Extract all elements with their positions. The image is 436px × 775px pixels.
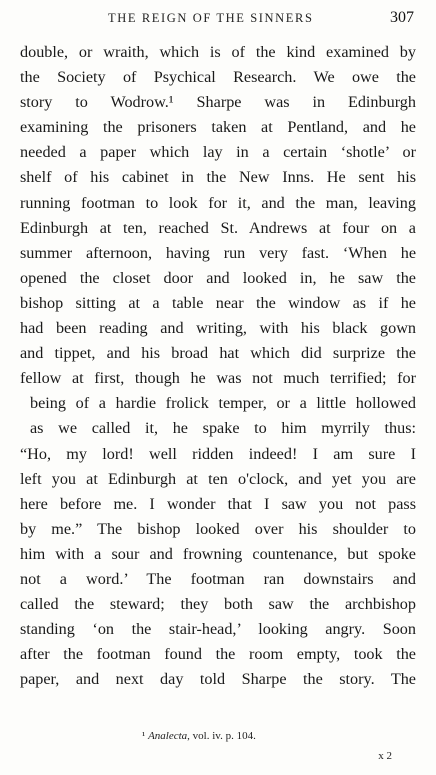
text-line: bishop sitting at a table near the window as if he [20, 293, 416, 312]
text-line: had been reading and writing, with his black gown [20, 319, 416, 338]
text-line: paper, and next day told Sharpe the story. The [20, 670, 416, 689]
text-line: not a word.’ The footman ran downstairs and [20, 569, 416, 588]
text-line: summer afternoon, having run very fast. ‘When he [20, 243, 416, 262]
text-line: by me.” The bishop looked over his shoulder to [20, 519, 416, 538]
footnote-marker: ¹ [142, 730, 146, 742]
text-line: Edinburgh at ten, reached St. Andrews at four on a [20, 218, 416, 237]
text-line: running footman to look for it, and the man, leaving [20, 193, 416, 212]
signature-mark: x 2 [378, 750, 392, 762]
text-line: being of a hardie frolick temper, or a little hollowed [30, 394, 416, 413]
text-line: here before me. I wonder that I saw you not pass [20, 494, 416, 513]
text-line: fellow at first, though he was not much terrified; for [20, 369, 416, 388]
text-line: double, or wraith, which is of the kind examined by [20, 43, 416, 61]
page-number: 307 [390, 9, 414, 26]
text-line: “Ho, my lord! well ridden indeed! I am sure I [20, 444, 416, 463]
footnote-source: Analecta [148, 730, 188, 742]
text-line: opened the closet door and looked in, he saw the [20, 268, 416, 287]
text-line: story to Wodrow.¹ Sharpe was in Edinburgh [20, 93, 416, 112]
footnote-reference: , vol. iv. p. 104. [187, 730, 256, 742]
text-line: called the steward; they both saw the archbishop [20, 595, 416, 614]
text-line: the Society of Psychical Research. We owe the [20, 68, 416, 87]
page-header [20, 9, 414, 31]
text-line: as we called it, he spake to him myrrily thus: [30, 419, 416, 438]
body-text [20, 40, 416, 692]
running-head: THE REIGN OF THE SINNERS [108, 11, 314, 25]
text-line: after the footman found the room empty, took the [20, 645, 416, 664]
footnote [142, 730, 256, 742]
text-line: standing ‘on the stair-head,’ looking angry. Soon [20, 620, 416, 639]
text-line: him with a sour and frowning countenance, but spoke [20, 544, 416, 563]
text-line: shelf of his cabinet in the New Inns. He sent his [20, 168, 416, 187]
text-line: needed a paper which lay in a certain ‘shotle’ or [20, 143, 416, 162]
text-line: examining the prisoners taken at Pentland, and he [20, 118, 416, 137]
text-line: left you at Edinburgh at ten o'clock, and yet you are [20, 469, 416, 488]
text-line: and tippet, and his broad hat which did surprize the [20, 344, 416, 363]
